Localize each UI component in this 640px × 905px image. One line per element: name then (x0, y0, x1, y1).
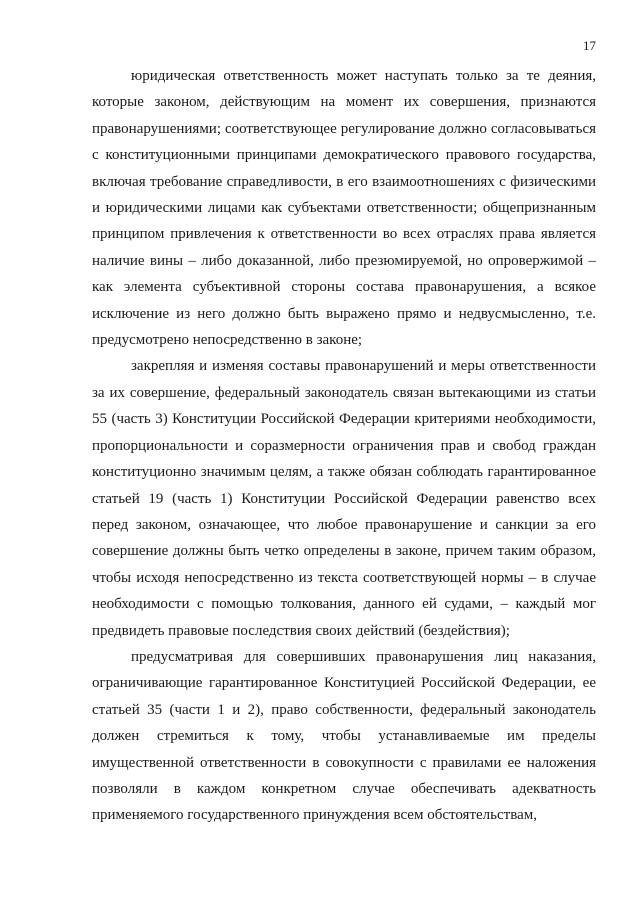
document-body (92, 63, 596, 829)
paragraph-offense-composition: закрепляя и изменяя составы правонарушений и меры ответственности за их совершение, федеральный законодатель связан вытекающими из статьи 55 (часть 3) Конституции Российской Федерации критериями необходимости, пропорциональности и соразмерности ограничения прав и свобод граждан конституционно значимым целям, а также обязан соблюдать гарантированное статьей 19 (часть 1) Конституции Российской Федерации равенство всех перед законом, означающее, что любое правонарушение и санкции за его совершение должны быть четко определены в законе, причем таким образом, чтобы исходя непосредственно из текста соответствующей нормы – в случае необходимости с помощью толкования, данного ей судами, – каждый мог предвидеть правовые последствия своих действий (бездействия); (92, 358, 596, 639)
paragraph-liability-principles: юридическая ответственность может наступать только за те деяния, которые законом, действующим на момент их совершения, признаются правонарушениями; соответствующее регулирование должно согласовываться с конституционными принципами демократического правового государства, включая требование справедливости, в его взаимоотношениях с физическими и юридическими лицами как субъектами ответственности; общепризнанным принципом привлечения к ответственности во всех отраслях права является наличие вины – либо доказанной, либо презюмируемой, но опровержимой – как элемента субъективной стороны состава правонарушения, а всякое исключение из него должно быть выражено прямо и недвусмысленно, т.е. предусмотрено непосредственно в законе; (92, 68, 596, 349)
paragraph-property-penalties: предусматривая для совершивших правонарушения лиц наказания, ограничивающие гарантированное Конституцией Российской Федерации, ее статьей 35 (части 1 и 2), право собственности, федеральный законодатель должен стремиться к тому, чтобы устанавливаемые им пределы имущественной ответственности в совокупности с правилами ее наложения позволяли в каждом конкретном случае обеспечивать адекватность применяемого государственного принуждения всем обстоятельствам, (92, 648, 596, 824)
page-number: 17 (583, 38, 596, 53)
